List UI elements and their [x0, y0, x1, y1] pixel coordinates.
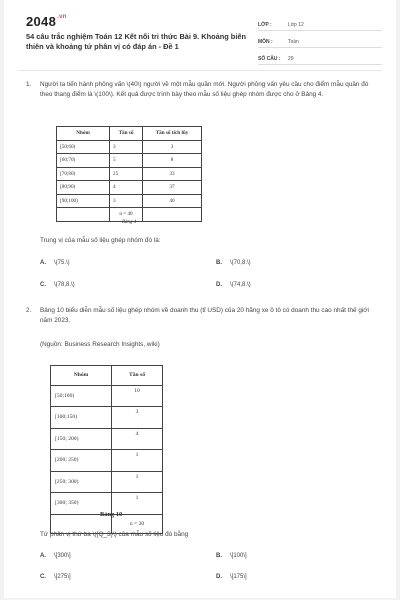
option-c[interactable]	[40, 574, 71, 580]
table-row	[51, 450, 163, 472]
table-cell: 3	[110, 140, 143, 154]
option-text: \[175\]	[230, 574, 247, 580]
table-cell: [80;90)	[57, 181, 110, 195]
table-header: Tần số tích lũy	[143, 127, 202, 141]
option-text: \[300\]	[54, 553, 71, 559]
table-cell: 10	[112, 385, 163, 407]
table-cell: [200; 250)	[51, 450, 112, 472]
table-cell: 4	[110, 181, 143, 195]
option-d[interactable]	[216, 282, 251, 288]
table-cell: 3	[110, 194, 143, 208]
logo-suffix: .vn	[57, 14, 67, 20]
table-cell: [90;100)	[57, 194, 110, 208]
table-cell: 3	[112, 407, 163, 429]
table-header: Nhóm	[51, 366, 112, 386]
option-text: \(78,8.\)	[54, 282, 75, 288]
table-cell: 1	[112, 493, 163, 515]
question-2	[26, 306, 378, 326]
table-cell: [150; 200)	[51, 428, 112, 450]
option-d[interactable]	[216, 574, 247, 580]
option-letter: C.	[40, 282, 46, 288]
option-letter: B.	[216, 553, 222, 559]
table-cell: 4	[112, 428, 163, 450]
option-text: \(75.\)	[54, 260, 70, 266]
document-page	[4, 0, 396, 598]
table-header-row	[57, 127, 202, 141]
meta-label: MÔN :	[258, 39, 273, 45]
table-cell: 5	[110, 154, 143, 168]
table-row	[51, 407, 163, 429]
table-total-row	[57, 208, 202, 222]
option-c[interactable]	[40, 282, 75, 288]
question-1-prompt	[26, 236, 378, 246]
table-cell: [300; 350)	[51, 493, 112, 515]
table-cell: [70;80)	[57, 167, 110, 181]
table-cell: 8	[143, 154, 202, 168]
table-row	[57, 154, 202, 168]
logo-text: 2048	[26, 14, 57, 29]
question-intro: Người ta tiến hành phỏng vấn \(40\) người về một mẫu quần mới. Người phỏng vấn yêu cầu cho điểm mẫu quần đó theo thang điểm là \(100\). Kết quả được trình bày theo mẫu số liệu ghép nhóm được cho ở Bảng 4.	[40, 81, 369, 98]
question-text: Tứ phân vị thứ ba \({Q_3}\) của mẫu số liệu đó bằng	[40, 531, 189, 538]
table-cell: 1	[112, 471, 163, 493]
table-row	[57, 167, 202, 181]
question-number: 2.	[26, 307, 32, 314]
meta-row-subject	[258, 32, 382, 48]
table-row	[57, 194, 202, 208]
document-title: 54 câu trắc nghiệm Toán 12 Kết nối tri thức Bài 9. Khoảng biến thiên và khoảng tứ phân vị có đáp án - Đề 1	[26, 32, 246, 51]
table-row	[57, 140, 202, 154]
table-total: n = 40	[110, 208, 143, 222]
table-cell: [60;70)	[57, 154, 110, 168]
table-cell: 25	[110, 167, 143, 181]
table-cell: 1	[112, 450, 163, 472]
table-header: Tần số	[112, 366, 163, 386]
table-cell: [50;60)	[57, 140, 110, 154]
table-cell: 37	[143, 181, 202, 195]
table-cell: 3	[143, 140, 202, 154]
meta-panel	[258, 15, 382, 65]
option-a[interactable]	[40, 260, 70, 266]
table-header-row	[51, 366, 163, 386]
table-header: Nhóm	[57, 127, 110, 141]
table-row	[51, 385, 163, 407]
meta-row-class	[258, 15, 382, 31]
question-2-prompt	[26, 530, 378, 540]
option-text: \[275\]	[54, 574, 71, 580]
meta-value: Toán	[288, 39, 299, 45]
table-row	[57, 181, 202, 195]
question-number: 1.	[26, 81, 32, 88]
site-logo[interactable]	[26, 14, 67, 29]
frequency-table-4	[56, 126, 202, 222]
option-text: \[100\]	[230, 553, 247, 559]
meta-label: SỐ CÂU :	[258, 56, 281, 62]
meta-value: Lớp 12	[288, 22, 304, 28]
table-row	[51, 471, 163, 493]
question-text: Trung vị của mẫu số liệu ghép nhóm đó là:	[40, 237, 161, 244]
meta-value: 29	[288, 56, 294, 62]
table-caption: Bảng 10	[100, 511, 123, 518]
table-cell: [50;100)	[51, 385, 112, 407]
option-letter: A.	[40, 553, 46, 559]
option-b[interactable]	[216, 260, 251, 266]
table-cell: [100;150)	[51, 407, 112, 429]
option-b[interactable]	[216, 553, 247, 559]
frequency-table-10	[50, 365, 163, 534]
option-letter: A.	[40, 260, 46, 266]
option-a[interactable]	[40, 553, 71, 559]
question-1	[26, 80, 378, 100]
table-cell-empty	[143, 208, 202, 222]
table-caption: Bảng 4	[122, 220, 137, 225]
option-letter: D.	[216, 574, 222, 580]
meta-row-count	[258, 49, 382, 65]
meta-label: LỚP :	[258, 22, 272, 28]
option-letter: D.	[216, 282, 222, 288]
option-letter: B.	[216, 260, 222, 266]
source-note: (Nguồn: Business Research Insights, wiki)	[40, 341, 160, 348]
option-text: \(74,8.\)	[230, 282, 251, 288]
table-cell: [250; 300)	[51, 471, 112, 493]
table-row	[51, 428, 163, 450]
table-cell: 33	[143, 167, 202, 181]
header-divider	[18, 70, 382, 71]
table-header: Tần số	[110, 127, 143, 141]
table-total: n = 20	[112, 514, 163, 534]
option-text: \(70,8.\)	[230, 260, 251, 266]
table-cell-empty	[57, 208, 110, 222]
question-intro: Bảng 10 biểu diễn mẫu số liệu ghép nhóm về doanh thu (tỉ USD) của 20 hãng xe ô tô có doanh thu cao nhất thế giới năm 2023.	[40, 307, 369, 324]
option-letter: C.	[40, 574, 46, 580]
question-2-source	[26, 340, 378, 350]
table-cell: 40	[143, 194, 202, 208]
